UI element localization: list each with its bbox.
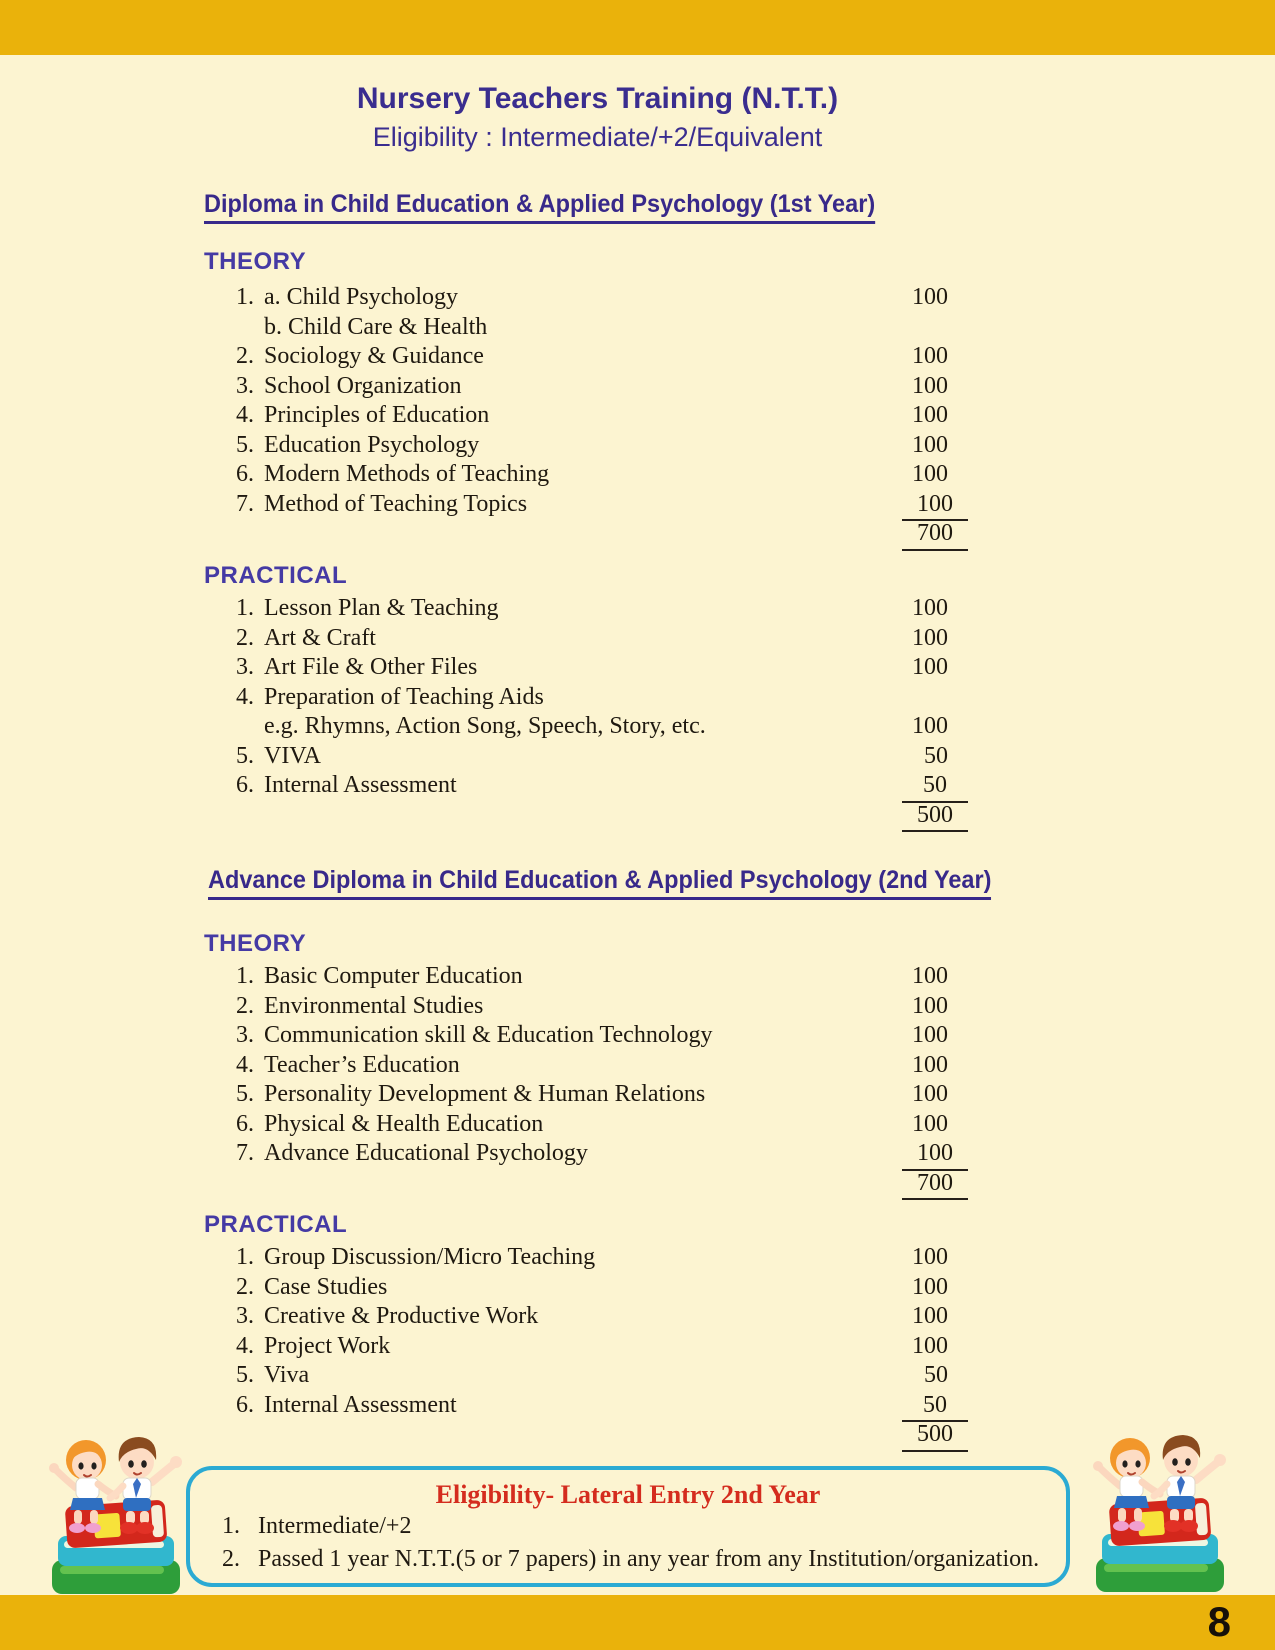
subject-label: Internal Assessment xyxy=(264,772,457,798)
subject-label: Teacher’s Education xyxy=(264,1051,460,1078)
table-row xyxy=(228,1273,968,1303)
course2-heading xyxy=(208,866,991,900)
course2-theory-label: THEORY xyxy=(204,930,307,957)
marks-value: 100 xyxy=(912,1022,948,1048)
subject-label: Physical & Health Education xyxy=(264,1110,544,1137)
subject-label: Preparation of Teaching Aids xyxy=(264,683,544,710)
marks-value: 50 xyxy=(924,742,948,769)
page-header xyxy=(0,82,1195,153)
table-row xyxy=(228,683,968,713)
subject-label: Principles of Education xyxy=(264,402,490,428)
table-row xyxy=(228,1243,968,1273)
row-number: 7. xyxy=(236,490,254,517)
marks-value: 100 xyxy=(912,372,948,399)
table-row xyxy=(228,594,968,624)
row-number: 3. xyxy=(236,1022,254,1048)
subject-label: Art File & Other Files xyxy=(264,654,478,680)
eligibility-box xyxy=(186,1466,1070,1587)
total-row xyxy=(228,801,968,831)
row-number: 7. xyxy=(236,1140,254,1166)
subject-label: Case Studies xyxy=(264,1273,388,1300)
course2-practical-label: PRACTICAL xyxy=(204,1211,348,1238)
marks-value: 50 xyxy=(878,771,968,803)
course1-practical-table xyxy=(228,594,968,830)
course2-heading-text: Advance Diploma in Child Education & Applied Psychology (2nd Year) xyxy=(208,866,991,900)
subject-label: Communication skill & Education Technology xyxy=(264,1022,713,1048)
subject-label: e.g. Rhymns, Action Song, Speech, Story, etc. xyxy=(264,713,706,739)
marks-value: 100 xyxy=(912,461,948,487)
course2-theory-table xyxy=(228,962,968,1198)
row-number: 6. xyxy=(236,1110,254,1137)
page-subtitle: Eligibility : Intermediate/+2/Equivalent xyxy=(372,122,823,152)
marks-value: 100 xyxy=(912,284,948,310)
row-number: 6. xyxy=(236,772,254,798)
marks-value: 50 xyxy=(924,1362,948,1388)
table-row xyxy=(228,742,968,772)
row-number: 5. xyxy=(236,1362,254,1388)
total-row xyxy=(228,1169,968,1199)
table-row xyxy=(228,1361,968,1391)
row-number: 1. xyxy=(222,1513,240,1539)
table-row xyxy=(228,1332,968,1362)
marks-value: 100 xyxy=(912,992,948,1019)
subject-label: Lesson Plan & Teaching xyxy=(264,595,499,621)
total-marks: 500 xyxy=(878,801,968,833)
row-number: 2. xyxy=(236,1273,254,1300)
marks-value: 100 xyxy=(912,1332,948,1359)
table-row xyxy=(228,490,968,520)
subject-label: Art & Craft xyxy=(264,624,376,651)
marks-value: 100 xyxy=(912,343,948,369)
marks-value: 100 xyxy=(912,595,948,621)
row-number: 1. xyxy=(236,284,254,310)
marks-value: 100 xyxy=(912,402,948,428)
course2-practical-table xyxy=(228,1243,968,1450)
marks-value: 100 xyxy=(912,431,948,458)
marks-value: 100 xyxy=(878,1139,968,1171)
page-title: Nursery Teachers Training (N.T.T.) xyxy=(356,82,839,115)
table-row xyxy=(228,401,968,431)
row-number: 2. xyxy=(236,992,254,1019)
table-row xyxy=(228,1302,968,1332)
table-row xyxy=(228,624,968,654)
subject-label: Environmental Studies xyxy=(264,992,484,1019)
marks-value: 100 xyxy=(912,1303,948,1329)
total-marks: 500 xyxy=(878,1420,968,1452)
subject-label: Advance Educational Psychology xyxy=(264,1140,588,1166)
marks-value: 50 xyxy=(878,1391,968,1423)
row-number: 1. xyxy=(236,1244,254,1270)
row-number: 6. xyxy=(236,1391,254,1418)
subject-label: School Organization xyxy=(264,372,462,399)
row-number: 2. xyxy=(222,1546,240,1572)
row-number: 5. xyxy=(236,742,254,769)
row-number: 3. xyxy=(236,372,254,399)
marks-value: 100 xyxy=(912,963,948,989)
table-row xyxy=(228,1021,968,1051)
row-number: 4. xyxy=(236,402,254,428)
row-number: 4. xyxy=(236,1051,254,1078)
course1-theory-label: THEORY xyxy=(204,248,307,275)
course1-theory-table xyxy=(228,283,968,549)
row-number: 1. xyxy=(236,595,254,621)
subject-label: Basic Computer Education xyxy=(264,963,523,989)
subject-label: Viva xyxy=(264,1362,310,1388)
row-number: 6. xyxy=(236,461,254,487)
table-row xyxy=(228,283,968,313)
marks-value: 100 xyxy=(878,490,968,522)
row-number: 1. xyxy=(236,963,254,989)
total-row xyxy=(228,1420,968,1450)
subject-label: Sociology & Guidance xyxy=(264,343,484,369)
row-number: 5. xyxy=(236,1081,254,1107)
row-number: 4. xyxy=(236,683,254,710)
table-row xyxy=(228,431,968,461)
total-marks: 700 xyxy=(878,519,968,551)
row-number: 3. xyxy=(236,654,254,680)
row-number: 5. xyxy=(236,431,254,458)
table-row xyxy=(228,992,968,1022)
marks-value: 100 xyxy=(912,1244,948,1270)
table-row xyxy=(228,962,968,992)
row-number: 3. xyxy=(236,1303,254,1329)
table-row xyxy=(228,712,968,742)
children-on-books-illustration xyxy=(1080,1408,1240,1598)
subject-label: Project Work xyxy=(264,1332,391,1359)
subject-label: Group Discussion/Micro Teaching xyxy=(264,1244,596,1270)
table-row xyxy=(228,460,968,490)
table-row xyxy=(228,771,968,801)
table-row xyxy=(228,1139,968,1169)
subject-label: VIVA xyxy=(264,742,321,769)
row-number: 4. xyxy=(236,1332,254,1359)
children-on-books-illustration xyxy=(36,1410,196,1600)
table-row xyxy=(228,1110,968,1140)
subject-label: Personality Development & Human Relations xyxy=(264,1081,706,1107)
marks-value: 100 xyxy=(912,1051,948,1078)
table-row xyxy=(228,372,968,402)
table-row xyxy=(228,342,968,372)
row-number: 2. xyxy=(236,343,254,369)
total-marks: 700 xyxy=(878,1169,968,1201)
subject-label: Method of Teaching Topics xyxy=(264,490,528,517)
subject-label: Education Psychology xyxy=(264,431,480,458)
subject-label: Modern Methods of Teaching xyxy=(264,461,550,487)
table-row xyxy=(228,653,968,683)
marks-value: 100 xyxy=(912,713,948,739)
row-number: 2. xyxy=(236,624,254,651)
table-row xyxy=(228,313,968,343)
marks-value: 100 xyxy=(912,654,948,680)
total-row xyxy=(228,519,968,549)
marks-value: 100 xyxy=(912,1110,948,1137)
eligibility-text: Intermediate/+2 xyxy=(258,1513,412,1539)
page-number: 8 xyxy=(1207,1598,1231,1645)
bottom-gold-band xyxy=(0,1595,1275,1650)
eligibility-heading: Eligibility- Lateral Entry 2nd Year xyxy=(435,1480,821,1509)
list-item xyxy=(190,1510,1066,1543)
course1-heading xyxy=(204,190,875,224)
subject-label: Internal Assessment xyxy=(264,1391,457,1418)
subject-label: b. Child Care & Health xyxy=(264,313,488,340)
list-item xyxy=(190,1543,1066,1576)
table-row xyxy=(228,1080,968,1110)
subject-label: a. Child Psychology xyxy=(264,284,459,310)
table-row xyxy=(228,1391,968,1421)
marks-value: 100 xyxy=(912,1273,948,1300)
table-row xyxy=(228,1051,968,1081)
course1-heading-text: Diploma in Child Education & Applied Psychology (1st Year) xyxy=(204,190,875,224)
eligibility-text: Passed 1 year N.T.T.(5 or 7 papers) in any year from any Institution/organization. xyxy=(258,1546,1040,1572)
course1-practical-label: PRACTICAL xyxy=(204,562,348,589)
marks-value: 100 xyxy=(912,1081,948,1107)
subject-label: Creative & Productive Work xyxy=(264,1303,539,1329)
top-gold-band xyxy=(0,0,1275,55)
marks-value: 100 xyxy=(912,624,948,651)
